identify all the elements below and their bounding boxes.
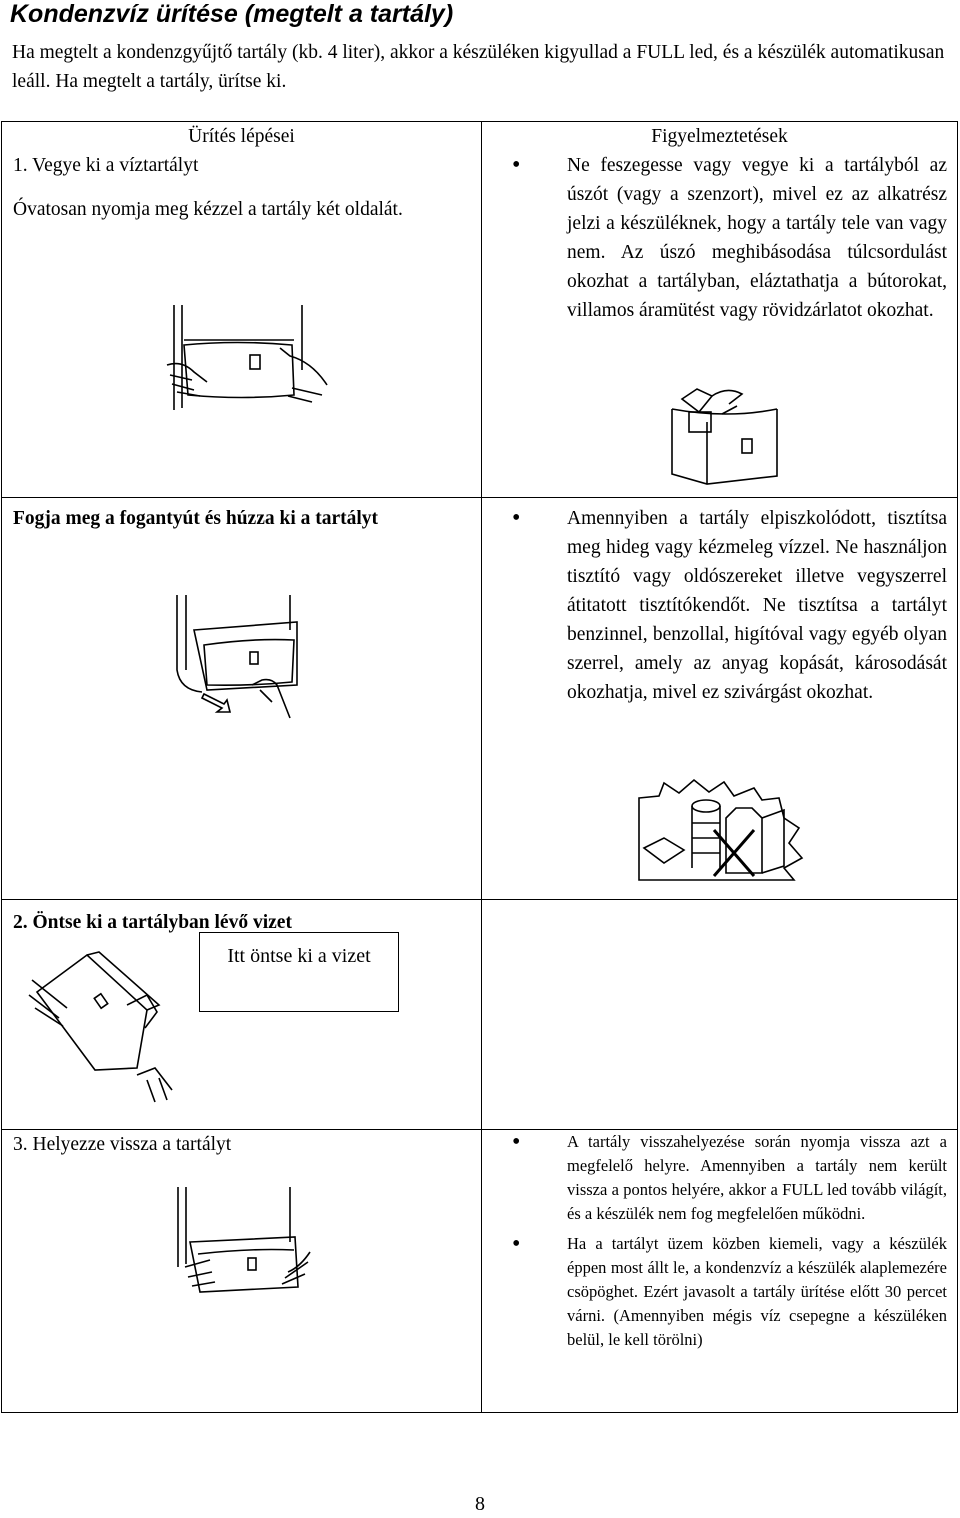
pour-here-callout: [199, 932, 399, 1012]
warnings-cell-2: [482, 498, 958, 900]
steps-cell-1: [2, 122, 482, 498]
warnings-cell-1: [482, 122, 958, 498]
step1-title: 1. Vegye ki a víztartályt: [13, 155, 199, 176]
table-row: [2, 498, 958, 900]
step3-title: 3. Helyezze vissza a tartályt: [13, 1134, 232, 1155]
instruction-table: [1, 121, 958, 1413]
float-sensor-illustration: [667, 384, 787, 494]
warning-cleaning: • Amennyiben a tartály elpiszkolódott, tisztítsa meg hideg vagy kézmeleg vízzel. Ne használjon tisztító vagy oldószereket illetve vegyszerrel átitatott tisztítókendőt. Ne tisztítsa a tartályt benzinnel, benzollal, higítóval vagy egyéb olyan szerrel, amely az anyag kopását, károsodását okozhatja, mivel ez szivárgást okozhat.: [482, 504, 957, 707]
pull-out-tank-illustration: [172, 590, 317, 730]
steps-cell-4: [2, 1130, 482, 1413]
warnings-heading: Figyelmeztetések: [651, 126, 788, 147]
warnings-cell-3: [482, 900, 958, 1130]
warning-float-sensor: • Ne feszegesse vagy vegye ki a tartályból az úszót (vagy a szenzort), mivel ez az alkatrész jelzi a készüléknek, hogy a tartály tele van vagy nem. Az úszó meghibásodása túlcsordulást okozhat a tartályban, eláztathatja a bútorokat, villamos áramütést vagy rövidzárlatot okozhat.: [482, 151, 957, 325]
press-tank-sides-illustration: [162, 300, 332, 420]
table-row: [2, 900, 958, 1130]
steps-cell-2: [2, 498, 482, 900]
table-row: [2, 1130, 958, 1413]
table-row: [2, 122, 958, 498]
pour-water-illustration: [27, 950, 202, 1110]
pour-here-label: Itt öntse ki a vizet: [227, 945, 371, 967]
steps-heading: Ürítés lépései: [188, 126, 295, 147]
warnings-cell-4: [482, 1130, 958, 1413]
intro-paragraph: Ha megtelt a kondenzgyűjtő tartály (kb. 4 liter), akkor a készüléken kigyullad a FULL led, és a készülék automatikusan leáll. Ha megtelt a tartály, ürítse ki.: [12, 42, 945, 92]
step1-text: Óvatosan nyomja meg kézzel a tartály két oldalát.: [13, 199, 403, 220]
step2-title: 2. Öntse ki a tartályban lévő vizet: [13, 912, 292, 933]
warning-drip: • Ha a tartályt üzem közben kiemeli, vagy a készülék éppen most állt le, a kondenzvíz a készülék alaplemezére csöpöghet. Ezért javasolt a tartály ürítése előtt 30 percet várni. (Amennyiben mégis víz csepegne a készüléken belül, le kell törölni): [482, 1232, 957, 1352]
warning-reinsert: • A tartály visszahelyezése során nyomja vissza azt a megfelelő helyre. Amennyiben a tartály nem került vissza a pontos helyére, akkor a FULL led tovább világít, és a készülék nem fog megfelelően működni.: [482, 1130, 957, 1226]
no-chemicals-illustration: [634, 778, 809, 883]
step1b-title: Fogja meg a fogantyút és húzza ki a tartályt: [13, 508, 379, 529]
steps-cell-3: [2, 900, 482, 1130]
page-number: 8: [475, 1493, 485, 1515]
page-title: Kondenzvíz ürítése (megtelt a tartály): [10, 0, 454, 28]
reinsert-tank-illustration: [170, 1182, 315, 1297]
